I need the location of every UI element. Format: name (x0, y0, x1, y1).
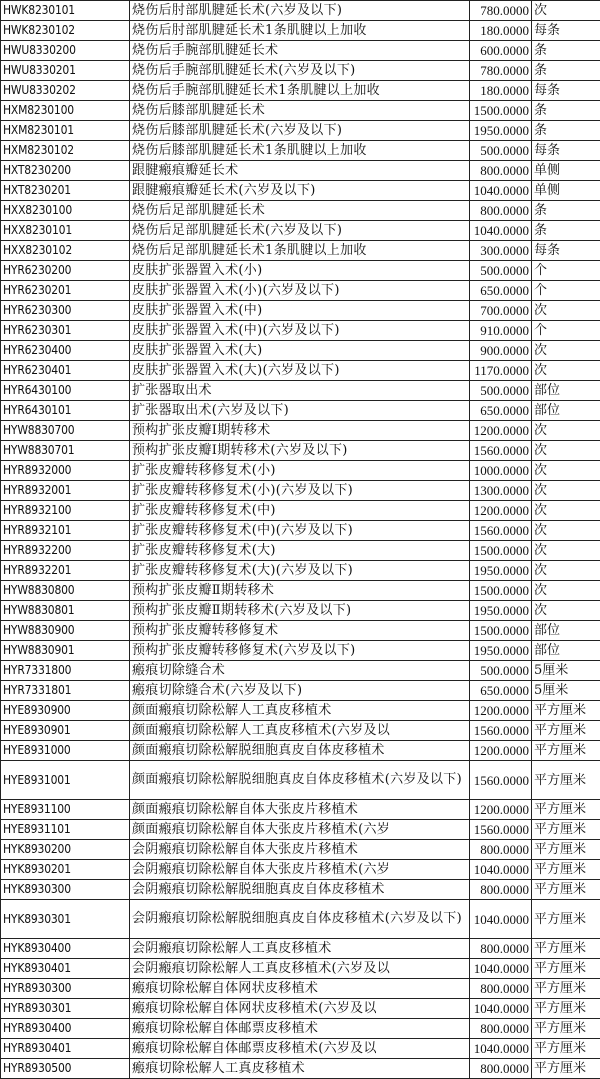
item-name-cell: 烧伤后手腕部肌腱延长术1条肌腱以上加收 (130, 81, 470, 101)
item-code-cell: HYE8931000 (1, 741, 130, 761)
item-code-cell: HYR8932000 (1, 461, 130, 481)
item-unit-cell: 次 (532, 421, 600, 441)
item-unit-cell: 单侧 (532, 161, 600, 181)
table-row (1, 361, 600, 381)
item-code-cell: HYK8930401 (1, 959, 130, 979)
item-price-cell: 1200.0000 (470, 800, 532, 820)
table-row (1, 281, 600, 301)
item-price-cell: 900.0000 (470, 341, 532, 361)
table-row (1, 541, 600, 561)
item-name-cell: 会阴瘢痕切除松解人工真皮移植术(六岁及以 (130, 959, 470, 979)
item-name-cell: 烧伤后膝部肌腱延长术(六岁及以下) (130, 121, 470, 141)
item-name-cell: 皮肤扩张器置入术(小) (130, 261, 470, 281)
table-row (1, 41, 600, 61)
item-unit-cell: 次 (532, 501, 600, 521)
item-price-cell: 180.0000 (470, 81, 532, 101)
item-code-cell: HYR8930400 (1, 1019, 130, 1039)
item-name-cell: 瘢痕切除松解自体邮票皮移植术(六岁及以 (130, 1039, 470, 1059)
table-row (1, 461, 600, 481)
item-name-cell: 扩张皮瓣转移修复术(小)(六岁及以下) (130, 481, 470, 501)
item-unit-cell: 平方厘米 (532, 840, 600, 860)
item-code-cell: HYW8830800 (1, 581, 130, 601)
item-name-cell: 瘢痕切除松解人工真皮移植术 (130, 1059, 470, 1079)
item-name-cell: 皮肤扩张器置入术(大)(六岁及以下) (130, 361, 470, 381)
table-row (1, 621, 600, 641)
item-price-cell: 780.0000 (470, 61, 532, 81)
item-code-cell: HWU8330201 (1, 61, 130, 81)
item-code-cell: HYE8931001 (1, 761, 130, 800)
item-price-cell: 1560.0000 (470, 441, 532, 461)
item-unit-cell: 平方厘米 (532, 761, 600, 800)
item-name-cell: 颜面瘢痕切除松解自体大张皮片移植术(六岁 (130, 820, 470, 840)
table-row (1, 1, 600, 21)
item-price-cell: 650.0000 (470, 401, 532, 421)
item-code-cell: HYR6230401 (1, 361, 130, 381)
item-name-cell: 烧伤后膝部肌腱延长术 (130, 101, 470, 121)
item-code-cell: HYW8830801 (1, 601, 130, 621)
item-name-cell: 预构扩张皮瓣Ⅰ期转移术 (130, 421, 470, 441)
table-row (1, 661, 600, 681)
item-name-cell: 烧伤后足部肌腱延长术 (130, 201, 470, 221)
item-price-cell: 1950.0000 (470, 641, 532, 661)
item-name-cell: 颜面瘢痕切除松解脱细胞真皮自体皮移植术(六岁及以下) (130, 761, 470, 800)
item-code-cell: HWK8230101 (1, 1, 130, 21)
table-row (1, 421, 600, 441)
item-code-cell: HXX8230101 (1, 221, 130, 241)
item-unit-cell: 平方厘米 (532, 820, 600, 840)
item-price-cell: 1040.0000 (470, 1039, 532, 1059)
table-row (1, 561, 600, 581)
item-price-cell: 300.0000 (470, 241, 532, 261)
item-price-cell: 1950.0000 (470, 121, 532, 141)
item-price-cell: 1200.0000 (470, 501, 532, 521)
item-code-cell: HYR8930500 (1, 1059, 130, 1079)
table-row (1, 141, 600, 161)
item-name-cell: 颜面瘢痕切除松解自体大张皮片移植术 (130, 800, 470, 820)
table-row (1, 181, 600, 201)
table-row (1, 959, 600, 979)
item-price-cell: 650.0000 (470, 281, 532, 301)
item-name-cell: 皮肤扩张器置入术(中) (130, 301, 470, 321)
item-name-cell: 扩张皮瓣转移修复术(小) (130, 461, 470, 481)
item-code-cell: HWU8330202 (1, 81, 130, 101)
item-name-cell: 预构扩张皮瓣Ⅰ期转移术(六岁及以下) (130, 441, 470, 461)
fee-table-body (1, 1, 600, 1079)
table-row (1, 601, 600, 621)
item-unit-cell: 平方厘米 (532, 721, 600, 741)
item-unit-cell: 条 (532, 121, 600, 141)
item-unit-cell: 平方厘米 (532, 701, 600, 721)
item-unit-cell: 次 (532, 581, 600, 601)
table-row (1, 341, 600, 361)
item-unit-cell: 个 (532, 281, 600, 301)
table-row (1, 121, 600, 141)
item-price-cell: 500.0000 (470, 141, 532, 161)
item-name-cell: 扩张皮瓣转移修复术(中) (130, 501, 470, 521)
item-price-cell: 1200.0000 (470, 741, 532, 761)
item-name-cell: 会阴瘢痕切除松解人工真皮移植术 (130, 939, 470, 959)
item-unit-cell: 平方厘米 (532, 1059, 600, 1079)
item-name-cell: 跟腱瘢痕瓣延长术(六岁及以下) (130, 181, 470, 201)
table-row (1, 581, 600, 601)
item-price-cell: 1040.0000 (470, 999, 532, 1019)
item-price-cell: 500.0000 (470, 381, 532, 401)
table-row (1, 201, 600, 221)
item-code-cell: HYR6230400 (1, 341, 130, 361)
item-price-cell: 1950.0000 (470, 601, 532, 621)
table-row (1, 900, 600, 939)
item-name-cell: 预构扩张皮瓣转移修复术(六岁及以下) (130, 641, 470, 661)
item-price-cell: 800.0000 (470, 201, 532, 221)
table-row (1, 999, 600, 1019)
table-row (1, 161, 600, 181)
item-name-cell: 烧伤后足部肌腱延长术1条肌腱以上加收 (130, 241, 470, 261)
item-name-cell: 皮肤扩张器置入术(小)(六岁及以下) (130, 281, 470, 301)
item-code-cell: HXM8230100 (1, 101, 130, 121)
item-code-cell: HYK8930200 (1, 840, 130, 860)
item-unit-cell: 部位 (532, 621, 600, 641)
item-code-cell: HYE8930901 (1, 721, 130, 741)
item-name-cell: 预构扩张皮瓣Ⅱ期转移术(六岁及以下) (130, 601, 470, 621)
table-row (1, 221, 600, 241)
item-unit-cell: 次 (532, 601, 600, 621)
item-unit-cell: 平方厘米 (532, 1039, 600, 1059)
item-price-cell: 700.0000 (470, 301, 532, 321)
table-row (1, 641, 600, 661)
table-row (1, 1059, 600, 1079)
item-price-cell: 1300.0000 (470, 481, 532, 501)
item-price-cell: 1500.0000 (470, 581, 532, 601)
item-unit-cell: 平方厘米 (532, 880, 600, 900)
table-row (1, 840, 600, 860)
item-price-cell: 1000.0000 (470, 461, 532, 481)
item-unit-cell: 部位 (532, 641, 600, 661)
item-name-cell: 瘢痕切除松解自体网状皮移植术 (130, 979, 470, 999)
item-code-cell: HYE8931101 (1, 820, 130, 840)
item-code-cell: HYK8930201 (1, 860, 130, 880)
item-name-cell: 会阴瘢痕切除松解自体大张皮片移植术(六岁 (130, 860, 470, 880)
item-code-cell: HXT8230201 (1, 181, 130, 201)
item-code-cell: HYW8830700 (1, 421, 130, 441)
item-price-cell: 910.0000 (470, 321, 532, 341)
item-unit-cell: 5厘米 (532, 681, 600, 701)
item-price-cell: 1040.0000 (470, 959, 532, 979)
item-unit-cell: 条 (532, 221, 600, 241)
item-name-cell: 烧伤后肘部肌腱延长术1条肌腱以上加收 (130, 21, 470, 41)
table-row (1, 401, 600, 421)
item-code-cell: HYR6230300 (1, 301, 130, 321)
item-code-cell: HYK8930300 (1, 880, 130, 900)
table-row (1, 979, 600, 999)
item-price-cell: 1950.0000 (470, 561, 532, 581)
item-unit-cell: 次 (532, 521, 600, 541)
item-name-cell: 会阴瘢痕切除松解自体大张皮片移植术 (130, 840, 470, 860)
item-code-cell: HYR6230301 (1, 321, 130, 341)
item-unit-cell: 平方厘米 (532, 939, 600, 959)
item-code-cell: HYE8930900 (1, 701, 130, 721)
item-price-cell: 1040.0000 (470, 900, 532, 939)
item-price-cell: 800.0000 (470, 1019, 532, 1039)
table-row (1, 301, 600, 321)
item-code-cell: HXX8230102 (1, 241, 130, 261)
item-code-cell: HYE8931100 (1, 800, 130, 820)
item-code-cell: HYR8932001 (1, 481, 130, 501)
item-name-cell: 烧伤后足部肌腱延长术(六岁及以下) (130, 221, 470, 241)
item-unit-cell: 平方厘米 (532, 900, 600, 939)
table-row (1, 501, 600, 521)
item-name-cell: 会阴瘢痕切除松解脱细胞真皮自体皮移植术(六岁及以下) (130, 900, 470, 939)
item-name-cell: 会阴瘢痕切除松解脱细胞真皮自体皮移植术 (130, 880, 470, 900)
item-unit-cell: 每条 (532, 21, 600, 41)
item-name-cell: 烧伤后膝部肌腱延长术1条肌腱以上加收 (130, 141, 470, 161)
item-unit-cell: 次 (532, 461, 600, 481)
item-unit-cell: 部位 (532, 401, 600, 421)
item-unit-cell: 平方厘米 (532, 999, 600, 1019)
item-unit-cell: 次 (532, 1, 600, 21)
table-row (1, 101, 600, 121)
table-row (1, 721, 600, 741)
table-row (1, 61, 600, 81)
item-name-cell: 扩张器取出术 (130, 381, 470, 401)
item-unit-cell: 每条 (532, 141, 600, 161)
item-name-cell: 烧伤后手腕部肌腱延长术 (130, 41, 470, 61)
item-price-cell: 650.0000 (470, 681, 532, 701)
item-name-cell: 扩张皮瓣转移修复术(中)(六岁及以下) (130, 521, 470, 541)
item-unit-cell: 次 (532, 341, 600, 361)
item-price-cell: 1200.0000 (470, 701, 532, 721)
item-code-cell: HYW8830901 (1, 641, 130, 661)
item-code-cell: HYR6430101 (1, 401, 130, 421)
item-name-cell: 预构扩张皮瓣转移修复术 (130, 621, 470, 641)
item-price-cell: 780.0000 (470, 1, 532, 21)
item-code-cell: HYR8930300 (1, 979, 130, 999)
item-name-cell: 皮肤扩张器置入术(中)(六岁及以下) (130, 321, 470, 341)
table-row (1, 321, 600, 341)
item-unit-cell: 个 (532, 321, 600, 341)
item-code-cell: HYR8932100 (1, 501, 130, 521)
item-code-cell: HYR8930301 (1, 999, 130, 1019)
item-unit-cell: 条 (532, 201, 600, 221)
item-name-cell: 预构扩张皮瓣Ⅱ期转移术 (130, 581, 470, 601)
item-code-cell: HYW8830900 (1, 621, 130, 641)
item-price-cell: 500.0000 (470, 661, 532, 681)
item-price-cell: 800.0000 (470, 979, 532, 999)
table-row (1, 381, 600, 401)
item-name-cell: 扩张皮瓣转移修复术(大) (130, 541, 470, 561)
item-price-cell: 500.0000 (470, 261, 532, 281)
item-unit-cell: 次 (532, 301, 600, 321)
item-name-cell: 烧伤后肘部肌腱延长术(六岁及以下) (130, 1, 470, 21)
table-row (1, 939, 600, 959)
item-price-cell: 600.0000 (470, 41, 532, 61)
item-unit-cell: 部位 (532, 381, 600, 401)
item-unit-cell: 次 (532, 441, 600, 461)
item-name-cell: 瘢痕切除缝合术 (130, 661, 470, 681)
item-code-cell: HYR6230201 (1, 281, 130, 301)
item-code-cell: HYK8930400 (1, 939, 130, 959)
item-unit-cell: 次 (532, 561, 600, 581)
table-row (1, 820, 600, 840)
item-code-cell: HXT8230200 (1, 161, 130, 181)
item-price-cell: 1500.0000 (470, 101, 532, 121)
item-code-cell: HXM8230102 (1, 141, 130, 161)
item-unit-cell: 条 (532, 61, 600, 81)
item-unit-cell: 单侧 (532, 181, 600, 201)
item-name-cell: 扩张器取出术(六岁及以下) (130, 401, 470, 421)
item-price-cell: 800.0000 (470, 880, 532, 900)
item-unit-cell: 次 (532, 541, 600, 561)
item-name-cell: 跟腱瘢痕瓣延长术 (130, 161, 470, 181)
table-row (1, 800, 600, 820)
item-price-cell: 1200.0000 (470, 421, 532, 441)
item-unit-cell: 每条 (532, 81, 600, 101)
item-code-cell: HYK8930301 (1, 900, 130, 939)
table-row (1, 681, 600, 701)
item-name-cell: 瘢痕切除松解自体邮票皮移植术 (130, 1019, 470, 1039)
item-price-cell: 1040.0000 (470, 181, 532, 201)
table-row (1, 860, 600, 880)
table-row (1, 481, 600, 501)
item-name-cell: 扩张皮瓣转移修复术(大)(六岁及以下) (130, 561, 470, 581)
item-price-cell: 1500.0000 (470, 541, 532, 561)
item-code-cell: HYW8830701 (1, 441, 130, 461)
item-name-cell: 瘢痕切除缝合术(六岁及以下) (130, 681, 470, 701)
item-unit-cell: 次 (532, 481, 600, 501)
item-unit-cell: 平方厘米 (532, 741, 600, 761)
table-row (1, 81, 600, 101)
item-unit-cell: 条 (532, 41, 600, 61)
item-code-cell: HYR8932200 (1, 541, 130, 561)
item-code-cell: HWK8230102 (1, 21, 130, 41)
item-unit-cell: 平方厘米 (532, 979, 600, 999)
item-name-cell: 烧伤后手腕部肌腱延长术(六岁及以下) (130, 61, 470, 81)
item-unit-cell: 平方厘米 (532, 959, 600, 979)
item-price-cell: 1040.0000 (470, 860, 532, 880)
item-code-cell: HYR8930401 (1, 1039, 130, 1059)
table-row (1, 1039, 600, 1059)
item-name-cell: 颜面瘢痕切除松解人工真皮移植术 (130, 701, 470, 721)
item-unit-cell: 平方厘米 (532, 1019, 600, 1039)
item-unit-cell: 每条 (532, 241, 600, 261)
table-row (1, 441, 600, 461)
item-price-cell: 1500.0000 (470, 621, 532, 641)
item-price-cell: 800.0000 (470, 840, 532, 860)
item-price-cell: 800.0000 (470, 161, 532, 181)
item-code-cell: HYR7331801 (1, 681, 130, 701)
table-row (1, 761, 600, 800)
table-row (1, 521, 600, 541)
item-code-cell: HYR8932201 (1, 561, 130, 581)
item-price-cell: 1560.0000 (470, 761, 532, 800)
item-name-cell: 皮肤扩张器置入术(大) (130, 341, 470, 361)
item-unit-cell: 平方厘米 (532, 800, 600, 820)
item-name-cell: 颜面瘢痕切除松解脱细胞真皮自体皮移植术 (130, 741, 470, 761)
item-unit-cell: 个 (532, 261, 600, 281)
table-row (1, 261, 600, 281)
item-code-cell: HXM8230101 (1, 121, 130, 141)
table-row (1, 741, 600, 761)
item-name-cell: 颜面瘢痕切除松解人工真皮移植术(六岁及以 (130, 721, 470, 741)
item-price-cell: 1560.0000 (470, 820, 532, 840)
item-price-cell: 1560.0000 (470, 521, 532, 541)
item-unit-cell: 条 (532, 101, 600, 121)
item-price-cell: 1170.0000 (470, 361, 532, 381)
item-unit-cell: 次 (532, 361, 600, 381)
item-code-cell: HYR8932101 (1, 521, 130, 541)
item-price-cell: 1040.0000 (470, 221, 532, 241)
item-unit-cell: 平方厘米 (532, 860, 600, 880)
table-row (1, 241, 600, 261)
item-code-cell: HYR7331800 (1, 661, 130, 681)
item-price-cell: 800.0000 (470, 939, 532, 959)
item-code-cell: HWU8330200 (1, 41, 130, 61)
item-unit-cell: 5厘米 (532, 661, 600, 681)
item-code-cell: HYR6230200 (1, 261, 130, 281)
table-row (1, 880, 600, 900)
item-code-cell: HYR6430100 (1, 381, 130, 401)
table-row (1, 21, 600, 41)
item-code-cell: HXX8230100 (1, 201, 130, 221)
table-row (1, 701, 600, 721)
item-name-cell: 瘢痕切除松解自体网状皮移植术(六岁及以 (130, 999, 470, 1019)
item-price-cell: 800.0000 (470, 1059, 532, 1079)
item-price-cell: 180.0000 (470, 21, 532, 41)
item-price-cell: 1560.0000 (470, 721, 532, 741)
